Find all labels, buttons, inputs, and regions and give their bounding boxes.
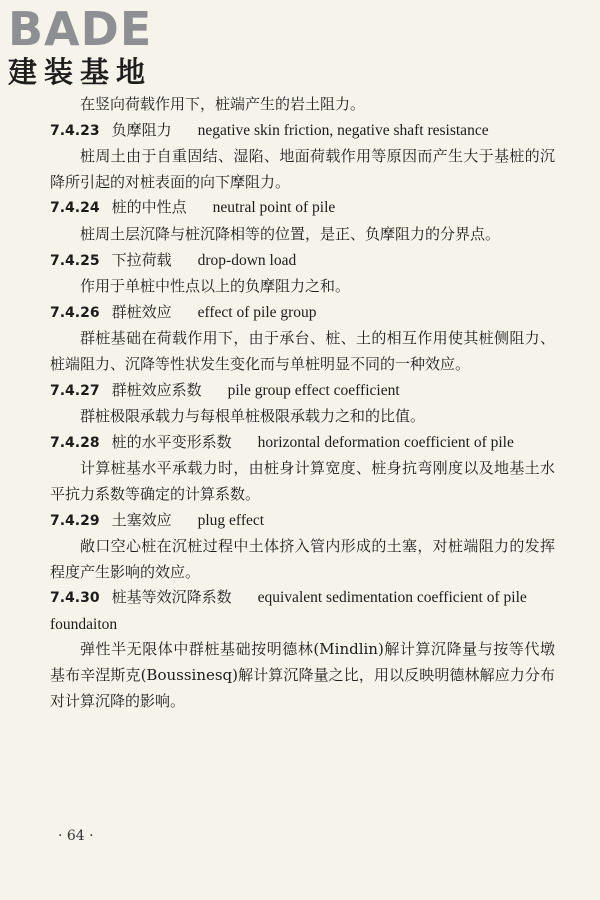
entry-definition: 群桩基础在荷载作用下，由于承台、桩、土的相互作用使其桩侧阻力、桩端阻力、沉降等性状发生变化而与单桩明显不同的一种效应。 bbox=[50, 329, 555, 373]
term-english: pile group effect coefficient bbox=[227, 381, 400, 399]
entry-number: 7.4.23 bbox=[50, 122, 100, 139]
term-english: neutral point of pile bbox=[212, 199, 336, 217]
entry-heading bbox=[50, 248, 555, 275]
entry-heading bbox=[50, 508, 555, 535]
entry-heading bbox=[50, 585, 555, 637]
term-chinese: 群桩效应系数 bbox=[111, 380, 202, 399]
entry-7-4-30 bbox=[50, 585, 555, 714]
entry-number: 7.4.26 bbox=[50, 304, 100, 321]
term-chinese: 桩的水平变形系数 bbox=[111, 432, 232, 451]
entry-number: 7.4.25 bbox=[50, 252, 100, 269]
term-english: effect of pile group bbox=[197, 303, 317, 321]
entry-heading bbox=[50, 378, 555, 405]
entry-number: 7.4.29 bbox=[50, 512, 100, 529]
entry-definition: 作用于单桩中性点以上的负摩阻力之和。 bbox=[80, 277, 351, 296]
page-number: · 64 · bbox=[58, 828, 94, 844]
entry-7-4-24 bbox=[50, 195, 555, 247]
logo-word: BADE bbox=[8, 2, 153, 56]
term-chinese: 群桩效应 bbox=[111, 302, 172, 321]
entry-heading bbox=[50, 430, 555, 457]
term-english: drop-down load bbox=[197, 251, 297, 269]
logo-subtitle: 建装基地 bbox=[8, 55, 153, 89]
term-chinese: 桩的中性点 bbox=[111, 198, 187, 217]
document-body bbox=[50, 92, 555, 714]
entry-heading bbox=[50, 195, 555, 222]
entry-7-4-23 bbox=[50, 118, 555, 196]
entry-7-4-25 bbox=[50, 248, 555, 300]
term-chinese: 负摩阻力 bbox=[111, 120, 172, 139]
lead-paragraph: 在竖向荷载作用下，桩端产生的岩土阻力。 bbox=[80, 95, 366, 113]
term-english: horizontal deformation coefficient of pile bbox=[257, 433, 514, 451]
term-chinese: 土塞效应 bbox=[111, 510, 172, 529]
entry-7-4-27 bbox=[50, 378, 555, 430]
entry-definition: 弹性半无限体中群桩基础按明德林(Mindlin)解计算沉降量与按等代墩基布辛涅斯克(Boussinesq)解计算沉降量之比，用以反映明德林解应力分布对计算沉降的影响。 bbox=[50, 640, 555, 710]
term-english: equivalent sedimentation coefficient of pile foundaiton bbox=[50, 589, 527, 633]
entry-definition: 群桩极限承载力与每根单桩极限承载力之和的比值。 bbox=[80, 407, 426, 426]
entry-number: 7.4.30 bbox=[50, 590, 100, 607]
entry-7-4-26 bbox=[50, 300, 555, 378]
entry-number: 7.4.27 bbox=[50, 382, 100, 399]
entry-number: 7.4.28 bbox=[50, 434, 100, 451]
term-chinese: 桩基等效沉降系数 bbox=[111, 588, 232, 607]
entry-heading bbox=[50, 300, 555, 327]
term-english: plug effect bbox=[197, 511, 265, 529]
entry-7-4-29 bbox=[50, 508, 555, 586]
term-chinese: 下拉荷载 bbox=[111, 250, 172, 269]
watermark-logo bbox=[8, 4, 178, 96]
entry-definition: 计算桩基水平承载力时，由桩身计算宽度、桩身抗弯刚度以及地基土水平抗力系数等确定的计算系数。 bbox=[50, 459, 555, 503]
entry-heading bbox=[50, 118, 555, 145]
entry-number: 7.4.24 bbox=[50, 200, 100, 217]
entry-definition: 敞口空心桩在沉桩过程中土体挤入管内形成的土塞，对桩端阻力的发挥程度产生影响的效应。 bbox=[50, 537, 555, 581]
entry-definition: 桩周土层沉降与桩沉降相等的位置，是正、负摩阻力的分界点。 bbox=[80, 224, 501, 243]
term-english: negative skin friction, negative shaft resistance bbox=[197, 121, 489, 139]
entry-definition: 桩周土由于自重固结、湿陷、地面荷载作用等原因而产生大于基桩的沉降所引起的对桩表面的向下摩阻力。 bbox=[50, 147, 555, 191]
entry-7-4-28 bbox=[50, 430, 555, 508]
